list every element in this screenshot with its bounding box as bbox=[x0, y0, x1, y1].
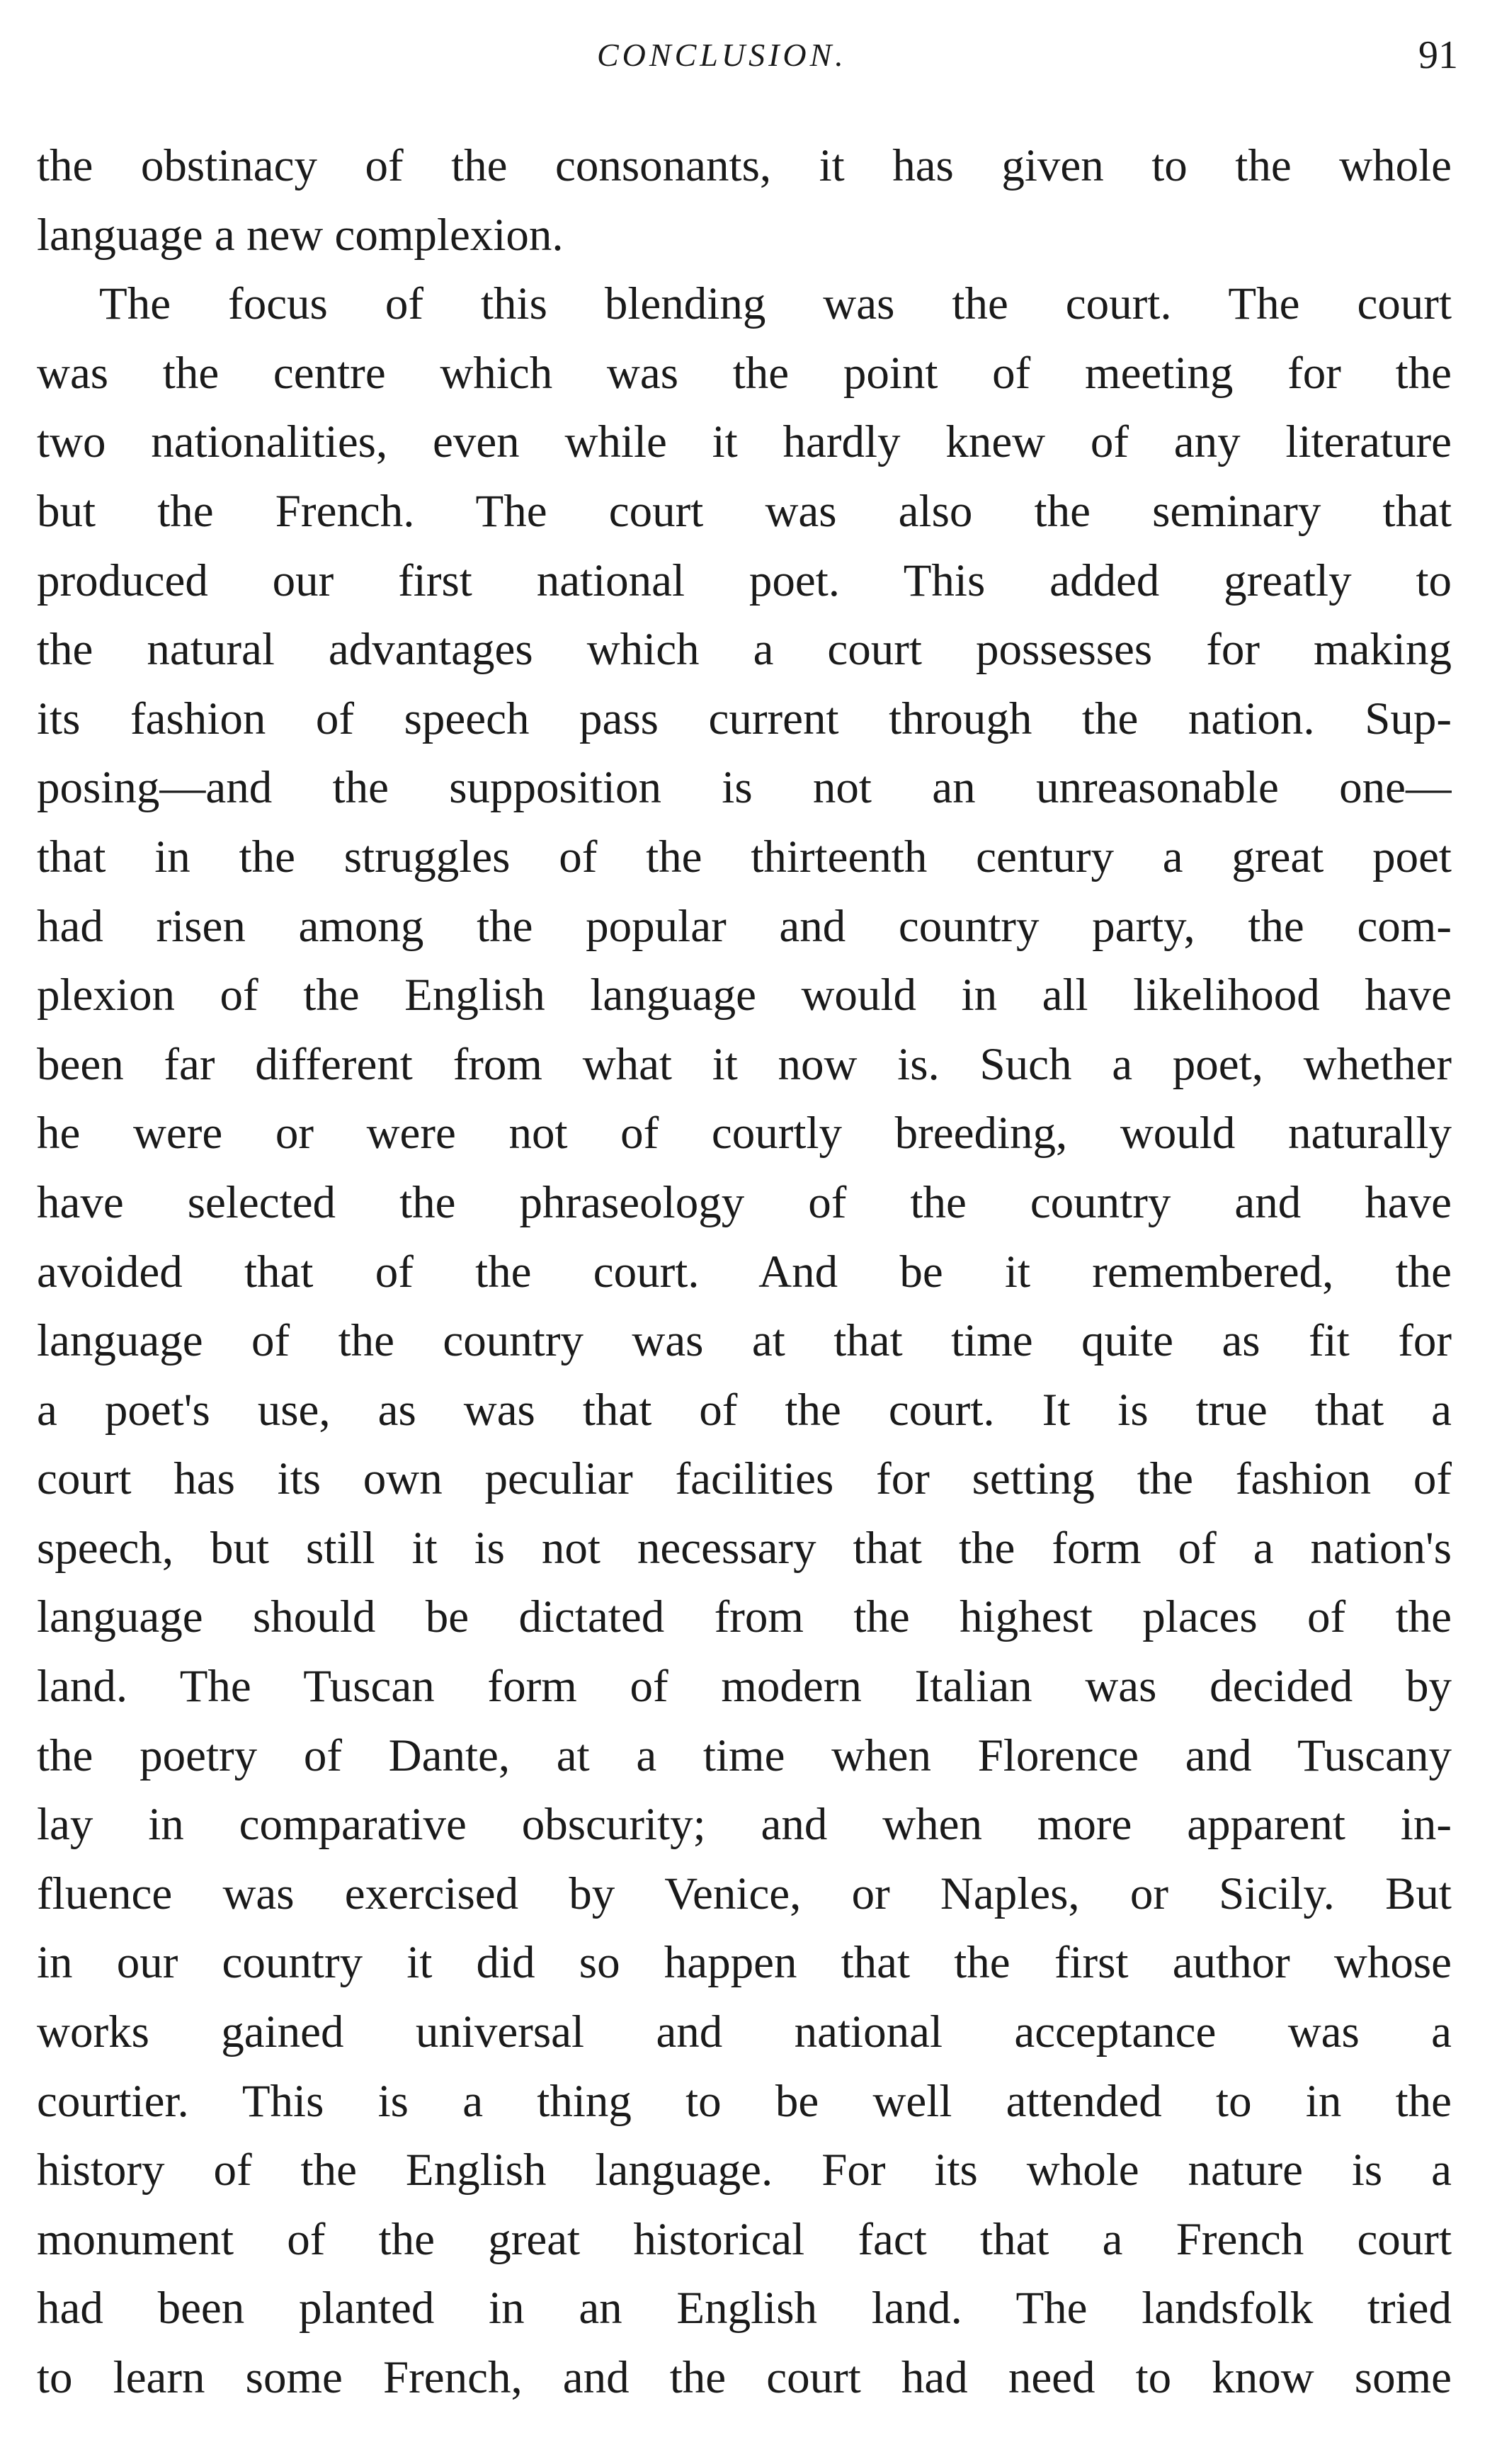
text-line: the poetry of Dante, at a time when Florence and Tuscany bbox=[37, 1730, 1452, 1781]
text-line: language should be dictated from the highest places of the bbox=[37, 1591, 1452, 1643]
text-line: in our country it did so happen that the first author whose bbox=[37, 1937, 1452, 1989]
text-line: history of the English language. For its whole nature is a bbox=[37, 2145, 1452, 2196]
text-line: a poet's use, as was that of the court. It is true that a bbox=[37, 1384, 1452, 1436]
text-line: was the centre which was the point of meeting for the bbox=[37, 347, 1452, 399]
text-line: fluence was exercised by Venice, or Naples, or Sicily. But bbox=[37, 1868, 1452, 1919]
text-line: The focus of this blending was the court. The court bbox=[99, 278, 1452, 330]
text-line: lay in comparative obscurity; and when more apparent in- bbox=[37, 1799, 1452, 1851]
text-line: its fashion of speech pass current through the nation. Sup- bbox=[37, 693, 1452, 744]
text-line: had risen among the popular and country party, the com- bbox=[37, 900, 1452, 952]
text-line: the obstinacy of the consonants, it has given to the whole bbox=[37, 140, 1452, 191]
text-line: courtier. This is a thing to be well attended to in the bbox=[37, 2075, 1452, 2127]
text-line: but the French. The court was also the seminary that bbox=[37, 485, 1452, 537]
text-line: court has its own peculiar facilities for setting the fashion of bbox=[37, 1453, 1452, 1505]
text-line: speech, but still it is not necessary that the form of a nation's bbox=[37, 1522, 1452, 1574]
text-line: two nationalities, even while it hardly knew of any literature bbox=[37, 416, 1452, 468]
text-line: that in the struggles of the thirteenth century a great poet bbox=[37, 831, 1452, 882]
text-line: language of the country was at that time quite as fit for bbox=[37, 1315, 1452, 1367]
text-line: he were or were not of courtly breeding, would naturally bbox=[37, 1108, 1452, 1159]
running-head bbox=[0, 27, 1497, 84]
text-line: works gained universal and national acceptance was a bbox=[37, 2006, 1452, 2058]
text-line: been far different from what it now is. Such a poet, whether bbox=[37, 1038, 1452, 1090]
running-title: CONCLUSION. bbox=[597, 37, 847, 73]
text-line: to learn some French, and the court had need to know some bbox=[37, 2352, 1452, 2403]
text-line: the natural advantages which a court possesses for making bbox=[37, 624, 1452, 676]
text-line: land. The Tuscan form of modern Italian was decided by bbox=[37, 1661, 1452, 1713]
text-line: posing—and the supposition is not an unreasonable one— bbox=[37, 762, 1452, 814]
page-number: 91 bbox=[1418, 33, 1458, 77]
text-line: plexion of the English language would in all likelihood have bbox=[37, 970, 1452, 1021]
text-line: monument of the great historical fact that a French court bbox=[37, 2213, 1452, 2265]
text-line: language a new complexion. bbox=[37, 209, 564, 261]
text-line: produced our first national poet. This added greatly to bbox=[37, 555, 1452, 606]
text-line: have selected the phraseology of the country and have bbox=[37, 1176, 1452, 1228]
text-line: avoided that of the court. And be it remembered, the bbox=[37, 1246, 1452, 1298]
text-line: had been planted in an English land. The landsfolk tried bbox=[37, 2283, 1452, 2334]
body-text bbox=[37, 132, 1452, 2413]
